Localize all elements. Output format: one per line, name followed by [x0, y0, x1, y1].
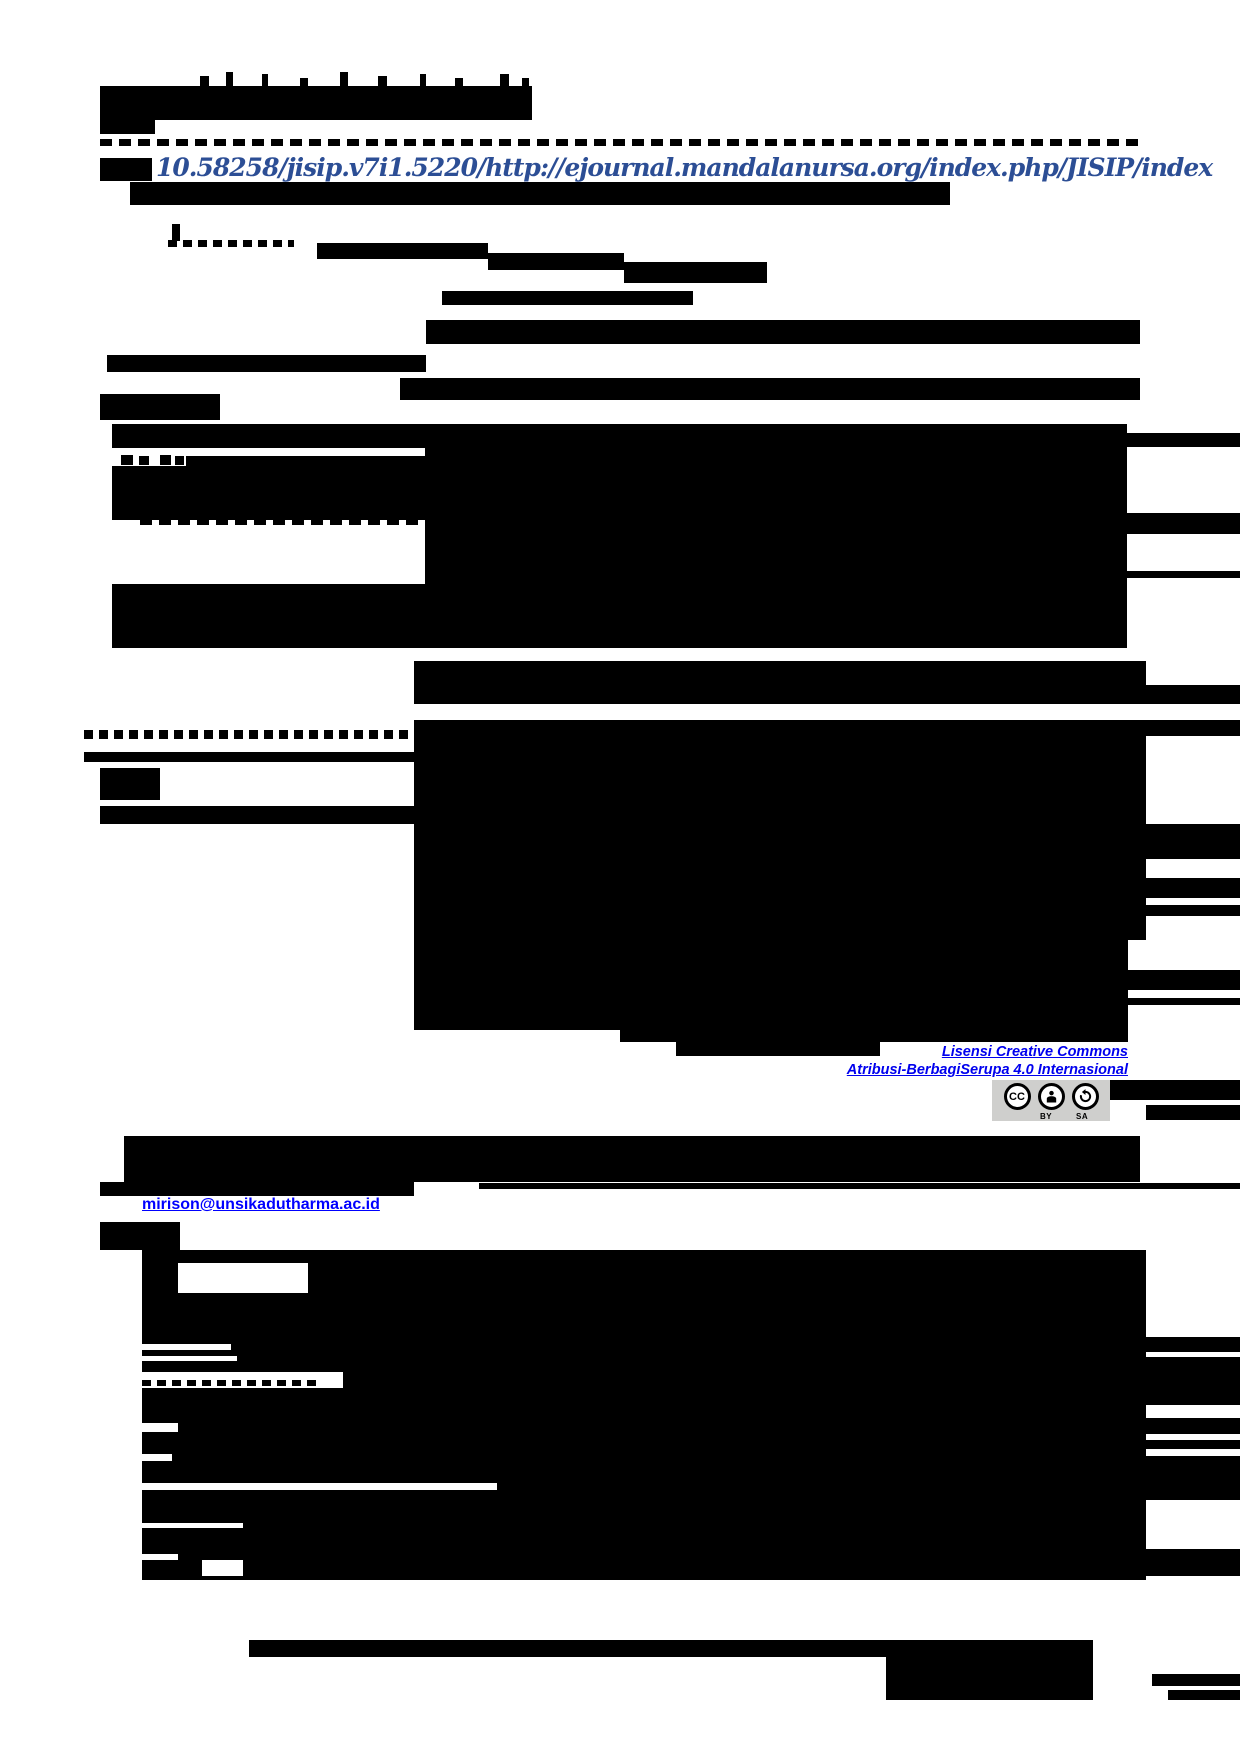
redaction-bar [620, 1030, 1128, 1042]
redaction-bar [1128, 998, 1240, 1005]
redaction-bar [124, 1136, 1140, 1182]
redaction-gap [202, 1560, 243, 1576]
redaction-bar [100, 158, 152, 181]
cc-attribution-sharealike-link[interactable]: Atribusi-BerbagiSerupa 4.0 Internasional [846, 1062, 1128, 1078]
redaction-bar [121, 455, 133, 465]
redaction-bar [100, 1222, 180, 1250]
redaction-bar [1127, 571, 1240, 578]
redaction-bar [1146, 1357, 1240, 1405]
redaction-bar [624, 262, 767, 283]
redaction-bar [112, 466, 425, 520]
redaction-bar [142, 1250, 1146, 1580]
redaction-bar [414, 720, 1146, 940]
redaction-bar [130, 182, 950, 205]
redaction-bar [100, 394, 220, 420]
license-links [568, 1043, 1128, 1079]
redaction-bar [414, 940, 1128, 1030]
dashed-rule [84, 730, 414, 739]
redaction-bar [226, 72, 233, 86]
redaction-bar [500, 74, 509, 86]
redaction-bar [1146, 1418, 1240, 1434]
redaction-bar [1146, 1105, 1240, 1120]
dashed-rule [100, 139, 1140, 146]
by-person-icon [1038, 1083, 1065, 1110]
cc-license-link[interactable]: Lisensi Creative Commons [941, 1044, 1128, 1060]
doi-link[interactable]: 10.58258/jisip.v7i1.5220/http://ejournal.mandalanursa.org/index.php/JISIP/index [156, 153, 1213, 182]
sa-label: SA [1076, 1112, 1089, 1121]
redaction-gap [142, 1523, 243, 1528]
redaction-bar [139, 456, 149, 465]
email-link[interactable]: mirison@unsikadutharma.ac.id [142, 1196, 380, 1213]
redaction-gap [142, 1356, 237, 1361]
redaction-bar [340, 72, 348, 86]
redaction-bar [378, 76, 387, 86]
dashed-rule [142, 1380, 320, 1386]
sa-arrow-icon [1072, 1083, 1099, 1110]
redaction-bar [400, 378, 1140, 400]
redaction-bar [100, 768, 160, 800]
redaction-bar [1146, 1337, 1240, 1352]
redaction-bar [100, 120, 155, 134]
redaction-bar [317, 243, 488, 259]
redaction-bar [1128, 878, 1240, 898]
redaction-bar [488, 253, 624, 270]
redaction-gap [142, 1483, 497, 1490]
redaction-gap [142, 1554, 178, 1560]
redaction-bar [200, 76, 209, 86]
redaction-bar [300, 78, 308, 86]
by-label: BY [1040, 1112, 1053, 1121]
redaction-bar [100, 86, 532, 120]
redaction-bar [442, 291, 693, 305]
redaction-gap [178, 1263, 308, 1293]
redaction-bar [262, 74, 268, 86]
redaction-bar [1168, 1690, 1240, 1700]
redaction-bar [455, 78, 463, 86]
redaction-gap [142, 1344, 231, 1350]
redaction-bar [479, 1183, 1240, 1189]
redaction-bar [100, 1182, 414, 1196]
redaction-bar [84, 752, 490, 762]
redaction-bar [420, 74, 426, 86]
dashed-rule [168, 240, 294, 247]
redaction-gap [142, 1454, 172, 1461]
redaction-bar [249, 1640, 1093, 1657]
redaction-bar [414, 661, 1146, 704]
redaction-bar [1146, 1456, 1240, 1500]
redaction-bar [1127, 433, 1240, 447]
redaction-bar [1110, 1080, 1240, 1100]
redaction-bar [426, 320, 1140, 344]
redaction-bar [172, 224, 180, 241]
redaction-bar [1128, 970, 1240, 990]
redaction-bar [522, 78, 529, 86]
redaction-bar [186, 456, 425, 466]
cc-by-sa-badge[interactable] [992, 1080, 1110, 1121]
redaction-bar [425, 424, 1127, 648]
redaction-bar [1146, 1549, 1240, 1576]
redaction-bar [1152, 1674, 1240, 1686]
redaction-bar [1146, 1440, 1240, 1449]
cc-icon: CC [1004, 1083, 1031, 1110]
redaction-bar [112, 424, 425, 448]
redaction-bar [1128, 720, 1240, 736]
dashed-rule [140, 519, 470, 525]
redaction-bar [1146, 685, 1240, 704]
redaction-bar [886, 1657, 1093, 1700]
redaction-bar [1128, 905, 1240, 916]
redaction-bar [175, 456, 184, 465]
redaction-bar [160, 455, 171, 465]
redaction-bar [1128, 824, 1240, 859]
redaction-bar [107, 355, 426, 372]
redaction-gap [142, 1423, 178, 1432]
redaction-bar [112, 584, 425, 648]
redaction-bar [1127, 513, 1240, 534]
redaction-bar [100, 806, 426, 824]
